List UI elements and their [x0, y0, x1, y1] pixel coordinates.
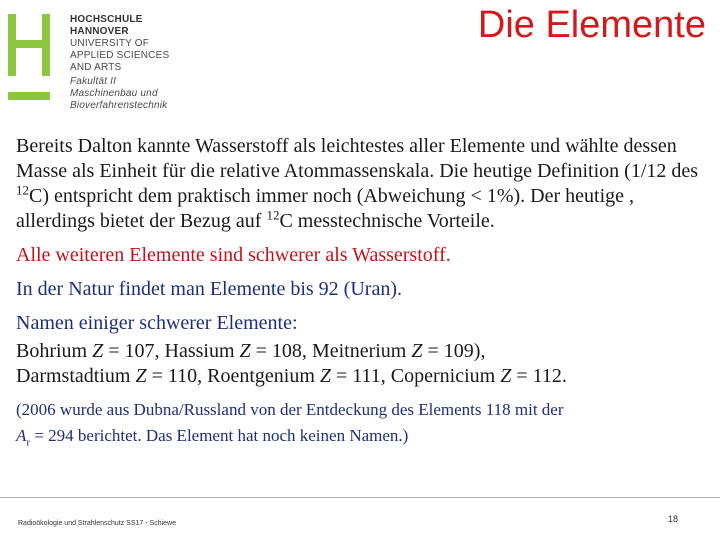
- relative-atomic-mass-subscript: r: [26, 436, 31, 449]
- logo-line-4: APPLIED SCIENCES: [70, 50, 170, 61]
- faculty-line-1: Fakultät II: [70, 76, 117, 87]
- atomic-number-value: = 110,: [146, 365, 208, 387]
- slide-title: Die Elemente: [477, 4, 706, 46]
- faculty-line-3: Bioverfahrenstechnik: [70, 100, 168, 111]
- logo-line-5: AND ARTS: [70, 62, 122, 73]
- heavy-element-names-heading: Namen einiger schwerer Elemente:: [16, 312, 298, 334]
- logo-line-3: UNIVERSITY OF: [70, 38, 150, 49]
- atomic-number-symbol: Z: [135, 365, 147, 387]
- element-list-row-2: [16, 364, 706, 389]
- slide-content: [16, 134, 706, 449]
- heavier-elements-line: Alle weiteren Elemente sind schwerer als Wasserstoff.: [16, 244, 451, 266]
- intro-text-2: C) entspricht dem praktisch immer noch (Abweichung < 1%). Der heutige , allerdings bietet der Bezug auf: [16, 185, 634, 232]
- element-name: Hassium: [164, 340, 240, 362]
- atomic-number-symbol: Z: [500, 365, 512, 387]
- note-text-1: (2006 wurde aus Dubna/Russland von der Entdeckung des Elements 118 mit der: [16, 400, 564, 419]
- atomic-number-value: = 112.: [511, 365, 567, 387]
- intro-text-1: Bereits Dalton kannte Wasserstoff als leichtestes aller Elemente und wählte dessen Masse als Einheit für die relative Atommassenskala. Die heutige Definition (1/12 des: [16, 135, 699, 182]
- note-text-2: = 294 berichtet. Das Element hat noch keinen Namen.): [30, 426, 409, 445]
- university-logo: [0, 0, 200, 135]
- element-name: Meitnerium: [311, 340, 412, 362]
- atomic-number-symbol: Z: [92, 340, 104, 362]
- relative-atomic-mass-symbol: A: [16, 426, 27, 445]
- atomic-number-symbol: Z: [239, 340, 251, 362]
- atomic-number-value: = 108,: [250, 340, 312, 362]
- element-list-row-1: [16, 339, 706, 364]
- element-name: Roentgenium: [207, 365, 320, 387]
- logo-line-2: HANNOVER: [70, 26, 129, 37]
- isotope-superscript-2: 12: [266, 207, 280, 223]
- atomic-number-symbol: Z: [319, 365, 331, 387]
- atomic-number-symbol: Z: [411, 340, 423, 362]
- footer-divider: [0, 497, 720, 498]
- atomic-number-value: = 107,: [103, 340, 165, 362]
- logo-text: [70, 14, 169, 112]
- atomic-number-value: = 109),: [422, 340, 486, 362]
- intro-paragraph: [16, 134, 706, 234]
- element-name: Bohrium: [16, 340, 93, 362]
- intro-text-3: C messtechnische Vorteile.: [279, 210, 495, 232]
- hochschule-h-logo-icon: [8, 14, 56, 100]
- element-118-note: [16, 397, 706, 449]
- element-name: Darmstadtium: [16, 365, 136, 387]
- atomic-number-value: = 111,: [331, 365, 391, 387]
- faculty-line-2: Maschinenbau und: [70, 88, 158, 99]
- natural-elements-line: In der Natur findet man Elemente bis 92 (Uran).: [16, 278, 402, 300]
- isotope-superscript-1: 12: [16, 182, 29, 198]
- footer-course-text: Radioökologie und Strahlenschutz SS17 - Schiewe: [18, 520, 176, 527]
- element-name: Copernicium: [390, 365, 501, 387]
- page-number: 18: [667, 514, 678, 524]
- logo-line-1: HOCHSCHULE: [70, 14, 143, 25]
